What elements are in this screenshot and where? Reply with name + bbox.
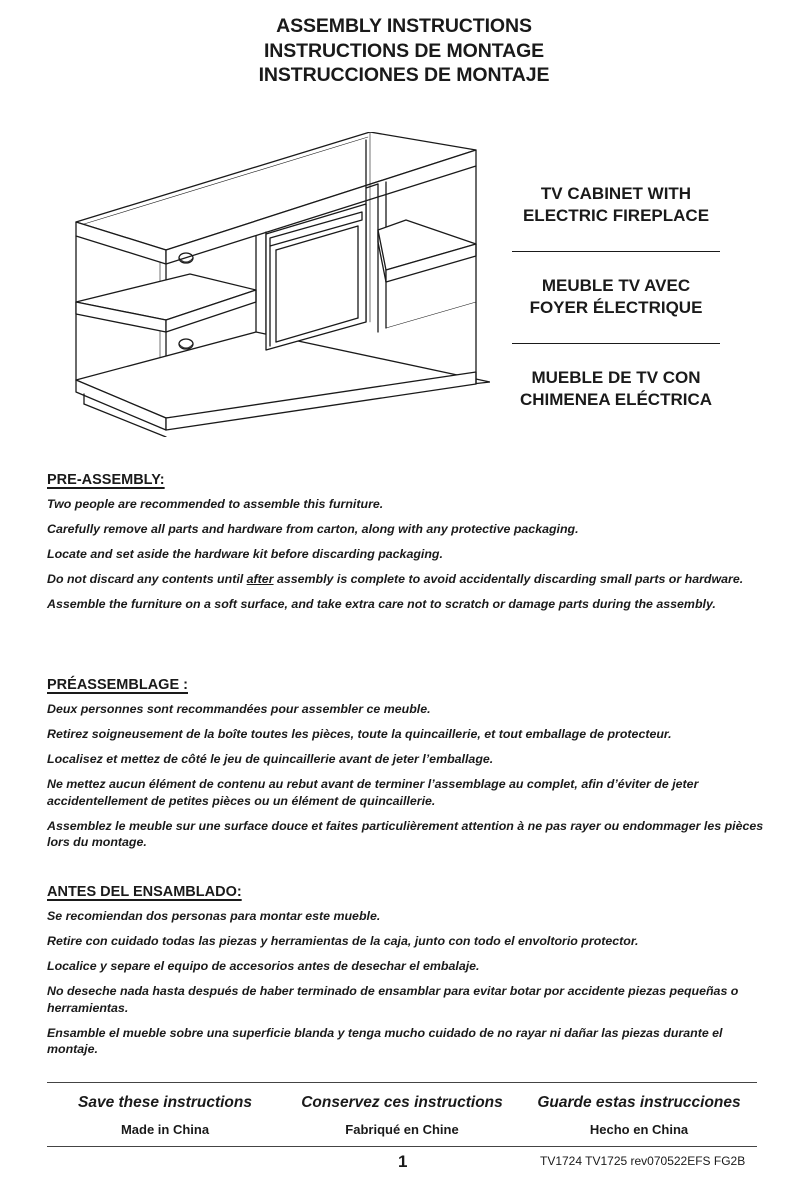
- pre-assembly-item: Carefully remove all parts and hardware from carton, along with any protective packaging.: [47, 522, 579, 536]
- product-name-es-line2: CHIMENEA ELÉCTRICA: [519, 390, 713, 409]
- antes-heading: ANTES DEL ENSAMBLADO:: [47, 884, 242, 900]
- emphasis-after: after: [246, 572, 274, 586]
- preassemblage-item: Retirez soigneusement de la boîte toutes les pièces, toute la quincaillerie, et tout emballage de protecteur.: [47, 727, 672, 741]
- antes-item: Retire con cuidado todas las piezas y herramientas de la caja, junto con todo el envoltorio protector.: [47, 934, 639, 948]
- footer-rule-top: [47, 1082, 757, 1083]
- antes-item: Localice y separe el equipo de accesorios antes de desechar el embalaje.: [47, 959, 480, 973]
- antes-item: Se recomiendan dos personas para montar este mueble.: [47, 909, 381, 923]
- pre-assembly-item: Two people are recommended to assemble this furniture.: [47, 497, 384, 511]
- made-in-en: Made in China: [120, 1122, 210, 1137]
- page-number: 1: [398, 1152, 408, 1171]
- antes-item: Ensamble el mueble sobre una superficie blanda y tenga mucho cuidado de no rayar ni dañar las piezas durante el montaje.: [47, 1025, 723, 1056]
- preassemblage-item: Assemblez le meuble sur une surface douce et faites particulièrement attention à ne pas rayer ou endommager les pièces lors du montage.: [47, 818, 764, 849]
- pre-assembly-heading: PRE-ASSEMBLY:: [47, 472, 165, 488]
- save-instructions-fr: Conservez ces instructions: [301, 1094, 503, 1111]
- title-english: ASSEMBLY INSTRUCTIONS: [276, 15, 532, 37]
- document-header: [0, 14, 808, 88]
- made-in-es: Hecho en China: [589, 1122, 689, 1137]
- preassemblage-item: Ne mettez aucun élément de contenu au rebut avant de terminer l’assemblage au complet, afin d’éviter de jeter accidentellement de petites pièces ou un élément de quincaillerie.: [47, 777, 699, 808]
- product-name-fr-line2: FOYER ÉLECTRIQUE: [529, 298, 703, 317]
- preassemblage-section: [47, 677, 767, 859]
- product-name-en-line1: TV CABINET WITH: [540, 184, 692, 203]
- divider: [512, 251, 720, 252]
- pre-assembly-item: [47, 571, 767, 588]
- antes-section: [47, 884, 767, 1066]
- save-instructions-en: Save these instructions: [77, 1094, 252, 1111]
- tv-cabinet-fireplace-illustration: [70, 132, 490, 437]
- item-text: assembly is complete to avoid accidentally discarding small parts or hardware.: [273, 572, 744, 586]
- pre-assembly-item: Assemble the furniture on a soft surface, and take extra care not to scratch or damage parts during the assembly.: [47, 597, 716, 611]
- save-instructions-row: [47, 1094, 757, 1112]
- document-code: TV1724 TV1725 rev070522EFS FG2B: [540, 1154, 746, 1168]
- preassemblage-heading: PRÉASSEMBLAGE :: [47, 677, 188, 693]
- save-instructions-es: Guarde estas instrucciones: [537, 1094, 741, 1111]
- pre-assembly-section: [47, 472, 767, 621]
- preassemblage-item: Localisez et mettez de côté le jeu de quincaillerie avant de jeter l’emballage.: [47, 752, 494, 766]
- product-name-block: [512, 183, 720, 411]
- title-french: INSTRUCTIONS DE MONTAGE: [263, 39, 545, 62]
- made-in-row: [47, 1122, 757, 1137]
- made-in-fr: Fabriqué en Chine: [345, 1122, 459, 1137]
- divider: [512, 343, 720, 344]
- footer-rule-bottom: [47, 1146, 757, 1147]
- antes-item: No deseche nada hasta después de haber terminado de ensamblar para evitar botar por accidente piezas pequeñas o herramientas.: [47, 984, 739, 1015]
- item-text: Do not discard any contents until: [47, 572, 247, 586]
- preassemblage-item: Deux personnes sont recommandées pour assembler ce meuble.: [47, 702, 431, 716]
- product-name-es-line1: MUEBLE DE TV CON: [531, 368, 701, 387]
- pre-assembly-item: Locate and set aside the hardware kit before discarding packaging.: [47, 547, 443, 561]
- title-spanish: INSTRUCCIONES DE MONTAJE: [258, 64, 550, 86]
- product-name-fr-line1: MEUBLE TV AVEC: [541, 276, 691, 295]
- product-name-en-line2: ELECTRIC FIREPLACE: [522, 206, 710, 225]
